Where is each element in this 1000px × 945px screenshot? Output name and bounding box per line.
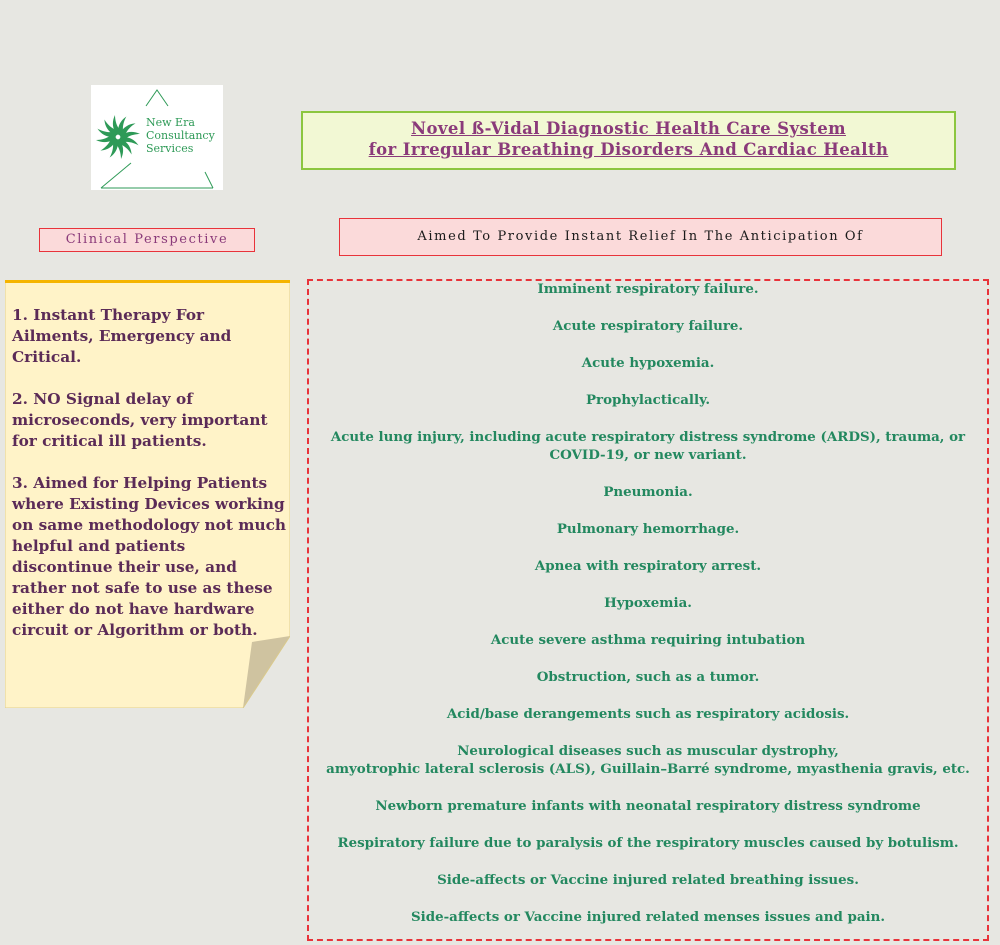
condition-line: Newborn premature infants with neonatal respiratory distress syndrome (375, 798, 921, 814)
title-line-1: Novel ß-Vidal Diagnostic Health Care System (411, 119, 846, 138)
condition-line: amyotrophic lateral sclerosis (ALS), Guillain–Barré syndrome, myasthenia gravis, etc. (326, 761, 970, 777)
condition-item (307, 354, 989, 372)
condition-line: Side-affects or Vaccine injured related breathing issues. (437, 872, 859, 888)
company-logo (91, 85, 223, 190)
condition-line: Acute respiratory failure. (552, 318, 744, 334)
condition-item (307, 705, 989, 723)
logo-line: Services (146, 142, 194, 155)
condition-line: Acute hypoxemia. (581, 355, 715, 371)
condition-line: Pulmonary hemorrhage. (556, 521, 740, 537)
logo-line: Consultancy (146, 129, 215, 142)
condition-item (307, 871, 989, 889)
condition-item (307, 594, 989, 612)
perspective-item: 2. NO Signal delay of microseconds, very important for critical ill patients. (12, 390, 268, 450)
logo-wordmark (146, 116, 226, 155)
clinical-perspective-label: Clinical Perspective (39, 228, 255, 252)
condition-item (307, 280, 989, 298)
condition-line: Neurological diseases such as muscular dystrophy, (457, 743, 839, 759)
condition-line: Imminent respiratory failure. (537, 281, 759, 297)
pinwheel-spiral-icon (96, 115, 140, 159)
perspective-item: 1. Instant Therapy For Ailments, Emergency and Critical. (12, 306, 232, 366)
condition-line: Apnea with respiratory arrest. (534, 558, 762, 574)
condition-item (307, 742, 989, 778)
title-line-2: for Irregular Breathing Disorders And Cardiac Health (368, 140, 889, 159)
condition-line: Acute lung injury, including acute respiratory distress syndrome (ARDS), trauma, or (330, 429, 966, 445)
condition-item (307, 557, 989, 575)
condition-line: Acute severe asthma requiring intubation (490, 632, 806, 648)
condition-line: Side-affects or Vaccine injured related menses issues and pain. (410, 909, 886, 925)
title-banner (301, 111, 956, 170)
condition-item (307, 834, 989, 852)
condition-item (307, 428, 989, 464)
condition-item (307, 631, 989, 649)
logo-line: New Era (146, 116, 195, 129)
condition-line: Pneumonia. (603, 484, 693, 500)
condition-item (307, 908, 989, 926)
perspective-item: 3. Aimed for Helping Patients where Existing Devices working on same methodology not much helpful and patients discontinue their use, and rather not safe to use as these either do not have hardware circuit or Algorithm or both. (12, 474, 287, 639)
condition-line: Respiratory failure due to paralysis of the respiratory muscles caused by botulism. (337, 835, 959, 851)
aim-heading: Aimed To Provide Instant Relief In The Anticipation Of (339, 218, 942, 256)
condition-item (307, 317, 989, 335)
condition-item (307, 668, 989, 686)
condition-line: COVID-19, or new variant. (549, 447, 747, 463)
condition-item (307, 520, 989, 538)
perspective-list (12, 305, 288, 662)
condition-line: Obstruction, such as a tumor. (536, 669, 760, 685)
condition-item (307, 483, 989, 501)
condition-item (307, 797, 989, 815)
condition-line: Prophylactically. (585, 392, 711, 408)
condition-line: Hypoxemia. (604, 595, 692, 611)
condition-item (307, 391, 989, 409)
conditions-list (307, 280, 989, 945)
sticky-note (5, 280, 290, 708)
condition-line: Acid/base derangements such as respiratory acidosis. (446, 706, 850, 722)
